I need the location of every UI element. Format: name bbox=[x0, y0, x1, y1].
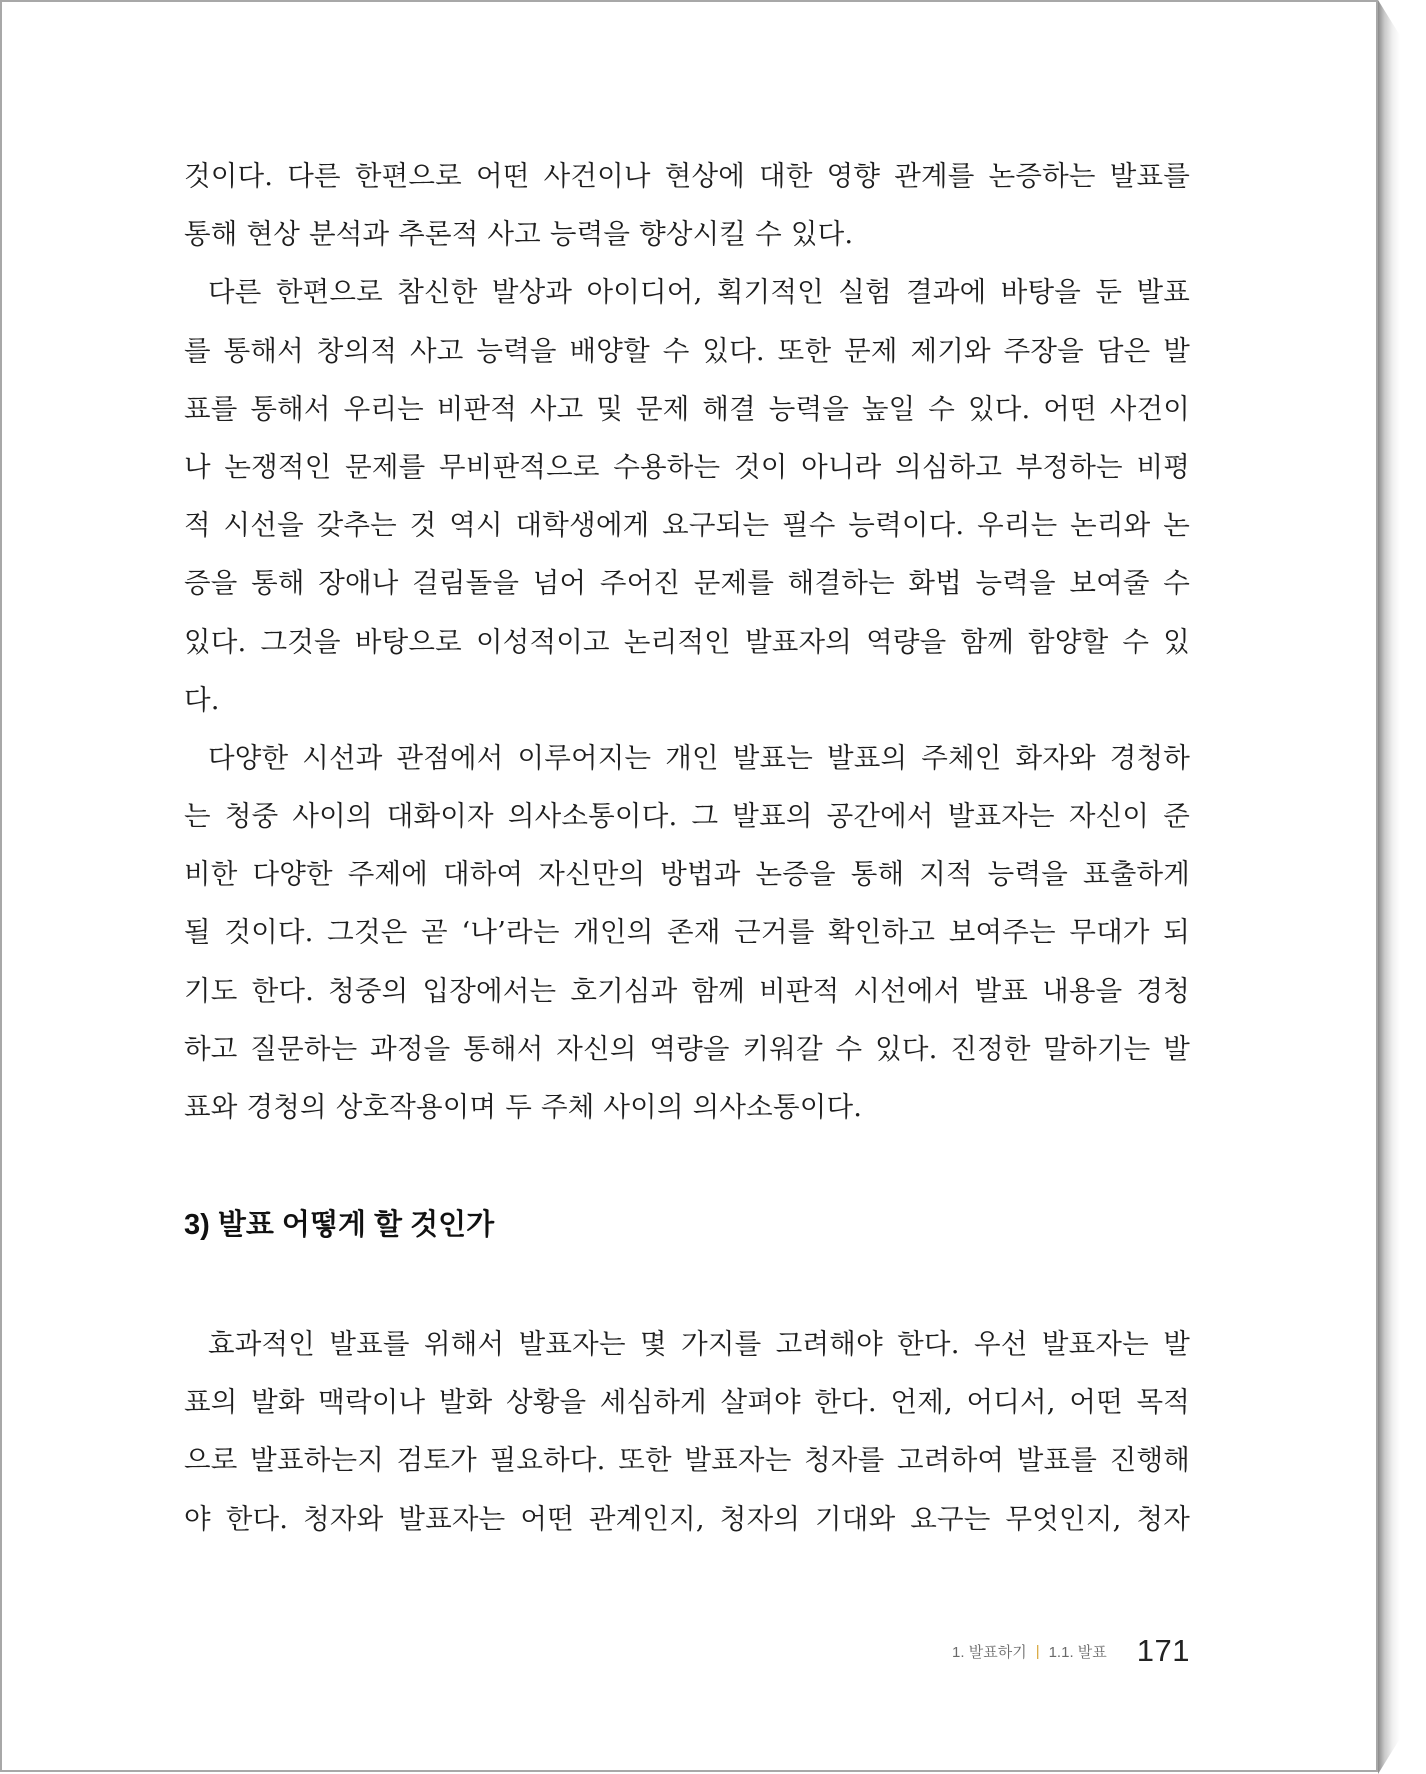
text-line: 비한 다양한 주제에 대하여 자신만의 방법과 논증을 통해 지적 능력을 표출하게 bbox=[184, 858, 1190, 891]
text-line: 통해 현상 분석과 추론적 사고 능력을 향상시킬 수 있다. bbox=[184, 218, 854, 251]
text-line: 증을 통해 장애나 걸림돌을 넘어 주어진 문제를 해결하는 화법 능력을 보여줄 수 bbox=[184, 567, 1190, 600]
text-line: 적 시선을 갖추는 것 역시 대학생에게 요구되는 필수 능력이다. 우리는 논리와 논 bbox=[184, 509, 1190, 542]
text-line: 다. bbox=[184, 683, 220, 716]
text-line: 기도 한다. 청중의 입장에서는 호기심과 함께 비판적 시선에서 발표 내용을 경청 bbox=[184, 974, 1190, 1007]
footer-subsection-title: 1.1. 발표 bbox=[1048, 1643, 1107, 1661]
text-line: 는 청중 사이의 대화이자 의사소통이다. 그 발표의 공간에서 발표자는 자신이 준 bbox=[184, 800, 1190, 833]
text-line: 것이다. 다른 한편으로 어떤 사건이나 현상에 대한 영향 관계를 논증하는 발표를 bbox=[184, 160, 1190, 192]
text-line: 으로 발표하는지 검토가 필요하다. 또한 발표자는 청자를 고려하여 발표를 진행해 bbox=[184, 1444, 1190, 1477]
text-line: 될 것이다. 그것은 곧 ‘나’라는 개인의 존재 근거를 확인하고 보여주는 무대가 되 bbox=[184, 916, 1190, 949]
text-line: 표를 통해서 우리는 비판적 사고 및 문제 해결 능력을 높일 수 있다. 어떤 사건이 bbox=[184, 392, 1190, 425]
text-line: 하고 질문하는 과정을 통해서 자신의 역량을 키워갈 수 있다. 진정한 말하기는 발 bbox=[184, 1032, 1190, 1065]
body-text-block-1 bbox=[184, 150, 1190, 1139]
text-line: 있다. 그것을 바탕으로 이성적이고 논리적인 발표자의 역량을 함께 함양할 수 있 bbox=[184, 625, 1190, 658]
text-line: 나 논쟁적인 문제를 무비판적으로 수용하는 것이 아니라 의심하고 부정하는 비평 bbox=[184, 450, 1190, 483]
text-line: 다양한 시선과 관점에서 이루어지는 개인 발표는 발표의 주체인 화자와 경청하 bbox=[208, 741, 1190, 774]
section-heading: 3) 발표 어떻게 할 것인가 bbox=[184, 1209, 495, 1241]
text-line: 다른 한편으로 참신한 발상과 아이디어, 획기적인 실험 결과에 바탕을 둔 발표 bbox=[208, 276, 1190, 309]
text-line: 표와 경청의 상호작용이며 두 주체 사이의 의사소통이다. bbox=[184, 1091, 863, 1123]
footer-separator: | bbox=[1035, 1642, 1040, 1660]
text-line: 를 통해서 창의적 사고 능력을 배양할 수 있다. 또한 문제 제기와 주장을 담은 발 bbox=[184, 334, 1190, 367]
text-line: 야 한다. 청자와 발표자는 어떤 관계인지, 청자의 기대와 요구는 무엇인지, 청자 bbox=[184, 1502, 1190, 1535]
page-curl-edge bbox=[1378, 0, 1400, 1774]
text-line: 효과적인 발표를 위해서 발표자는 몇 가지를 고려해야 한다. 우선 발표자는 발 bbox=[208, 1328, 1190, 1360]
page-footer bbox=[952, 1631, 1190, 1671]
page-number: 171 bbox=[1136, 1633, 1190, 1668]
body-text-block-2 bbox=[184, 1318, 1190, 1551]
footer-section-title: 1. 발표하기 bbox=[952, 1643, 1027, 1661]
text-line: 표의 발화 맥락이나 발화 상황을 세심하게 살펴야 한다. 언제, 어디서, 어떤 목적 bbox=[184, 1386, 1190, 1419]
